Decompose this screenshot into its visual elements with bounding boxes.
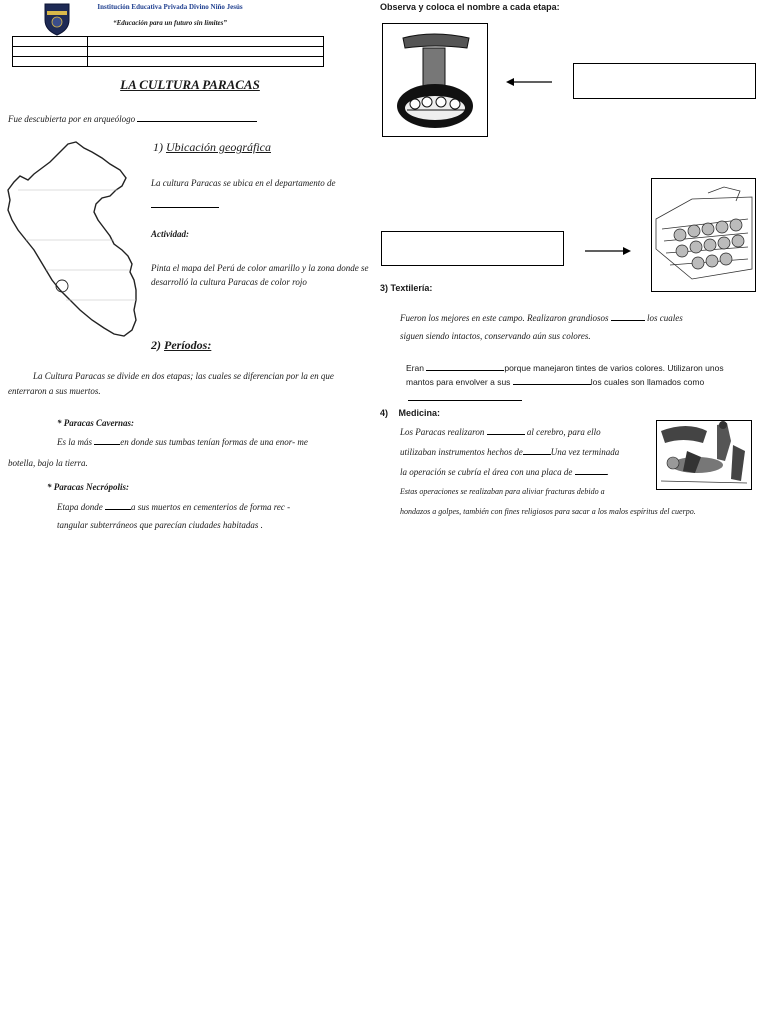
medicine-text-e: la operación se cubría el área con una placa de <box>400 467 573 477</box>
medicine-line5: hondazos a golpes, también con fines religiosos para sacar a los malos espíritus del cuerpo. <box>400 507 696 516</box>
section2-title: Períodos: <box>164 338 212 352</box>
section4-number: 4) <box>380 408 389 418</box>
necropolis-line2: tangular subterráneos que parecían ciudades habitadas . <box>57 520 263 530</box>
etapa2-answer-box[interactable] <box>381 231 564 266</box>
medicine-text-a: Los Paracas realizaron <box>400 427 485 437</box>
section1-text: La cultura Paracas se ubica en el departamento de <box>151 178 336 188</box>
etapa1-answer-box[interactable] <box>573 63 756 99</box>
peru-map <box>6 140 142 340</box>
medicine-line3 <box>400 467 650 477</box>
section3-heading: 3) Textilería: <box>380 283 433 293</box>
textile-blank1[interactable] <box>611 319 645 321</box>
cavernas-blank[interactable] <box>94 443 120 445</box>
medicine-line2 <box>400 447 650 457</box>
school-motto: “Educación para un futuro sin límites” <box>113 19 227 27</box>
textile-text-d: porque manejaron tintes de varios colores. Utilizaron unos <box>504 363 724 373</box>
activity-label: Actividad: <box>151 229 189 239</box>
info-cell[interactable] <box>13 57 88 67</box>
section1-title: Ubicación geográfica <box>166 140 271 154</box>
info-cell[interactable] <box>13 47 88 57</box>
textile-blank4[interactable] <box>408 399 522 401</box>
intro-label: Fue descubierta por en arqueólogo <box>8 114 136 124</box>
department-blank[interactable] <box>151 206 219 208</box>
textile-text-c: Eran <box>406 363 424 373</box>
medicine-blank2[interactable] <box>523 453 551 455</box>
intro-text <box>8 114 257 124</box>
necropolis-line1 <box>57 502 357 512</box>
textile-blank3[interactable] <box>513 383 591 385</box>
necropolis-text-b: a sus muertos en cementerios de forma rec - <box>131 502 291 512</box>
activity-text: Pinta el mapa del Perú de color amarillo y la zona donde se desarrolló la cultura Paracas de color rojo <box>151 263 369 287</box>
cavernas-text-b: en donde sus tumbas tenían formas de una enor- me <box>120 437 308 447</box>
cavernas-line1 <box>57 437 357 447</box>
section1-heading <box>153 140 271 155</box>
medicine-text-c: utilizaban instrumentos hechos de <box>400 447 523 457</box>
section4-heading <box>380 408 440 418</box>
school-logo <box>43 2 71 36</box>
medicine-blank3[interactable] <box>575 473 607 475</box>
medicine-text-b: al cerebro, para ello <box>526 427 601 437</box>
textile-line2: siguen siendo intactos, conservando aún sus colores. <box>400 331 591 341</box>
cavernas-text-a: Es la más <box>57 437 93 447</box>
observe-instruction: Observa y coloca el nombre a cada etapa: <box>380 2 560 12</box>
page-title: LA CULTURA PARACAS <box>120 77 260 92</box>
info-cell[interactable] <box>88 57 324 67</box>
medicine-line4: Estas operaciones se realizaban para aliviar fracturas debido a <box>400 487 605 496</box>
cavernas-line2: botella, bajo la tierra. <box>8 458 88 468</box>
medicine-line1 <box>400 427 650 437</box>
school-name: Institución Educativa Privada Divino Niño Jesús <box>97 3 243 11</box>
textile-blank2[interactable] <box>426 369 504 371</box>
necropolis-title: * Paracas Necrópolis: <box>47 482 129 492</box>
cavernas-tomb-image <box>382 23 488 137</box>
section2-heading <box>151 338 211 353</box>
archaeologist-blank[interactable] <box>137 120 257 122</box>
arrow-right <box>585 243 631 253</box>
necropolis-image <box>651 178 756 292</box>
info-cell[interactable] <box>88 37 324 47</box>
textile-text-a: Fueron los mejores en este campo. Realizaron grandiosos <box>400 313 609 323</box>
textile-text-e: mantos para envolver a sus <box>406 377 511 387</box>
necropolis-text-a: Etapa donde <box>57 502 103 512</box>
textile-para2-line2 <box>406 377 758 387</box>
medicine-blank1[interactable] <box>487 433 525 435</box>
textile-text-b: los cuales <box>646 313 683 323</box>
textile-line1 <box>400 313 762 323</box>
necropolis-blank[interactable] <box>105 508 131 510</box>
trepanation-image <box>656 420 752 490</box>
medicine-text-d: Una vez terminada <box>550 447 620 457</box>
student-info-table <box>12 36 324 67</box>
section2-text: La Cultura Paracas se divide en dos etapas; las cuales se diferencian por la en que enterraron a sus muertos. <box>8 371 334 396</box>
section1-number: 1) <box>153 140 163 154</box>
textile-para2-line1 <box>406 363 758 373</box>
info-cell[interactable] <box>88 47 324 57</box>
info-cell[interactable] <box>13 37 88 47</box>
medicine-text-f: . <box>606 467 609 477</box>
arrow-left <box>506 74 552 84</box>
section2-number: 2) <box>151 338 161 352</box>
section4-title: Medicina: <box>398 408 441 418</box>
textile-text-f: los cuales son llamados como <box>590 377 705 387</box>
cavernas-title: * Paracas Cavernas: <box>57 418 134 428</box>
